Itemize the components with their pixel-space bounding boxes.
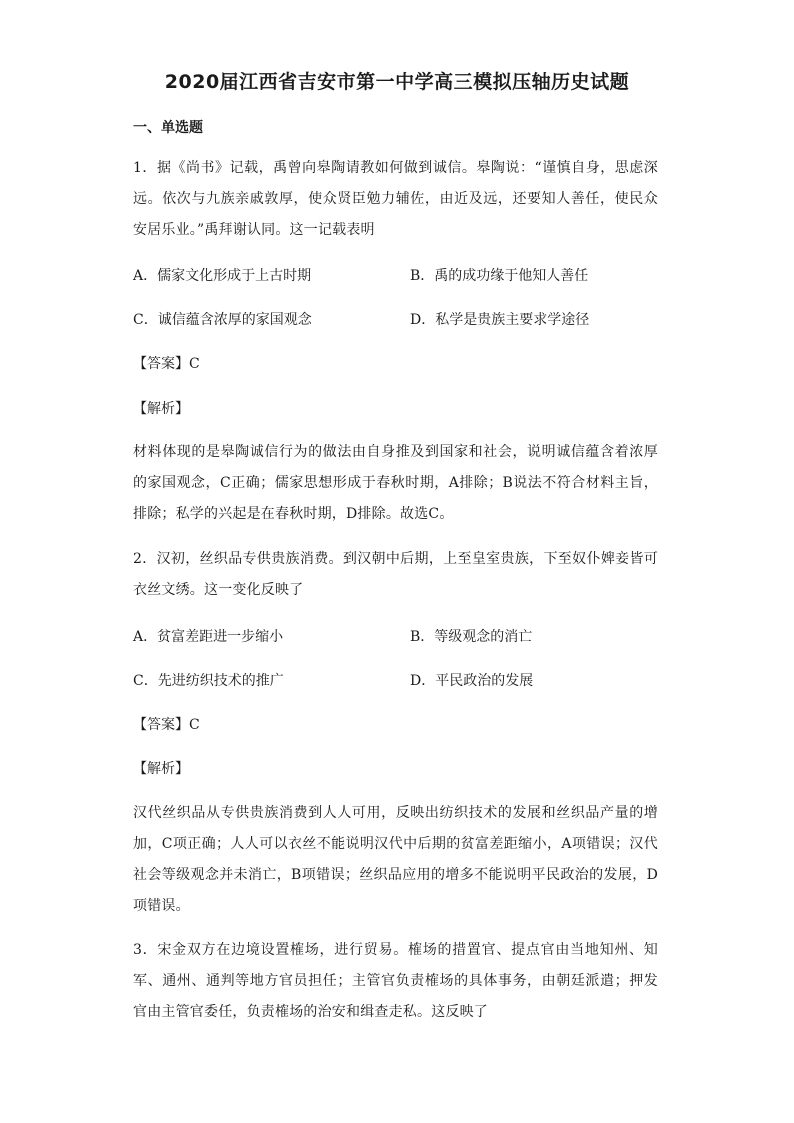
question-3-stem: 3．宋金双方在边境设置榷场，进行贸易。榷场的措置官、提点官由当地知州、知军、通州、通判等地方官员担任；主管官负责榷场的具体事务，由朝廷派遣；押发官由主管官委任，负责榷场的治安和缉查走私。这反映了: [133, 942, 658, 1020]
question-1-answer: 【答案】C: [133, 356, 200, 372]
question-2-analysis: 汉代丝织品从专供贵族消费到人人可用，反映出纺织技术的发展和丝织品产量的增加，C项正确；人人可以衣丝不能说明汉代中后期的贫富差距缩小，A项错误；汉代社会等级观念并未消亡，B项错误；丝织品应用的增多不能说明平民政治的发展，D项错误。: [133, 805, 658, 914]
question-2-option-a: A．贫富差距进一步缩小: [133, 629, 284, 645]
section-heading: 一、单选题: [133, 120, 203, 136]
question-1-option-a: A．儒家文化形成于上古时期: [133, 268, 312, 284]
question-1-option-d: D．私学是贵族主要求学途径: [410, 312, 590, 328]
question-2-option-d: D．平民政治的发展: [410, 673, 534, 689]
question-2-option-c: C．先进纺织技术的推广: [133, 673, 284, 689]
question-1-option-b: B．禹的成功缘于他知人善任: [410, 268, 589, 284]
question-2-answer: 【答案】C: [133, 717, 200, 733]
question-1-analysis-label: 【解析】: [133, 401, 189, 417]
question-1-option-c: C．诚信蕴含浓厚的家国观念: [133, 312, 312, 328]
question-2-analysis-label: 【解析】: [133, 761, 189, 777]
question-2-stem: 2．汉初，丝织品专供贵族消费。到汉朝中后期，上至皇室贵族，下至奴仆婢妾皆可衣丝文绣。这一变化反映了: [133, 551, 658, 598]
question-1-stem: 1．据《尚书》记载，禹曾向皋陶请教如何做到诚信。皋陶说：“谨慎自身，思虑深远。依次与九族亲戚敦厚，使众贤臣勉力辅佐，由近及远，还要知人善任，使民众安居乐业。”禹拜谢认同。这一记载表明: [133, 160, 658, 238]
question-1-analysis: 材料体现的是皋陶诚信行为的做法由自身推及到国家和社会，说明诚信蕴含着浓厚的家国观念，C正确；儒家思想形成于春秋时期，A排除；B说法不符合材料主旨，排除；私学的兴起是在春秋时期，D排除。故选C。: [133, 444, 658, 522]
question-2-option-b: B．等级观念的消亡: [410, 629, 533, 645]
exam-title: 2020届江西省吉安市第一中学高三模拟压轴历史试题: [164, 71, 630, 93]
